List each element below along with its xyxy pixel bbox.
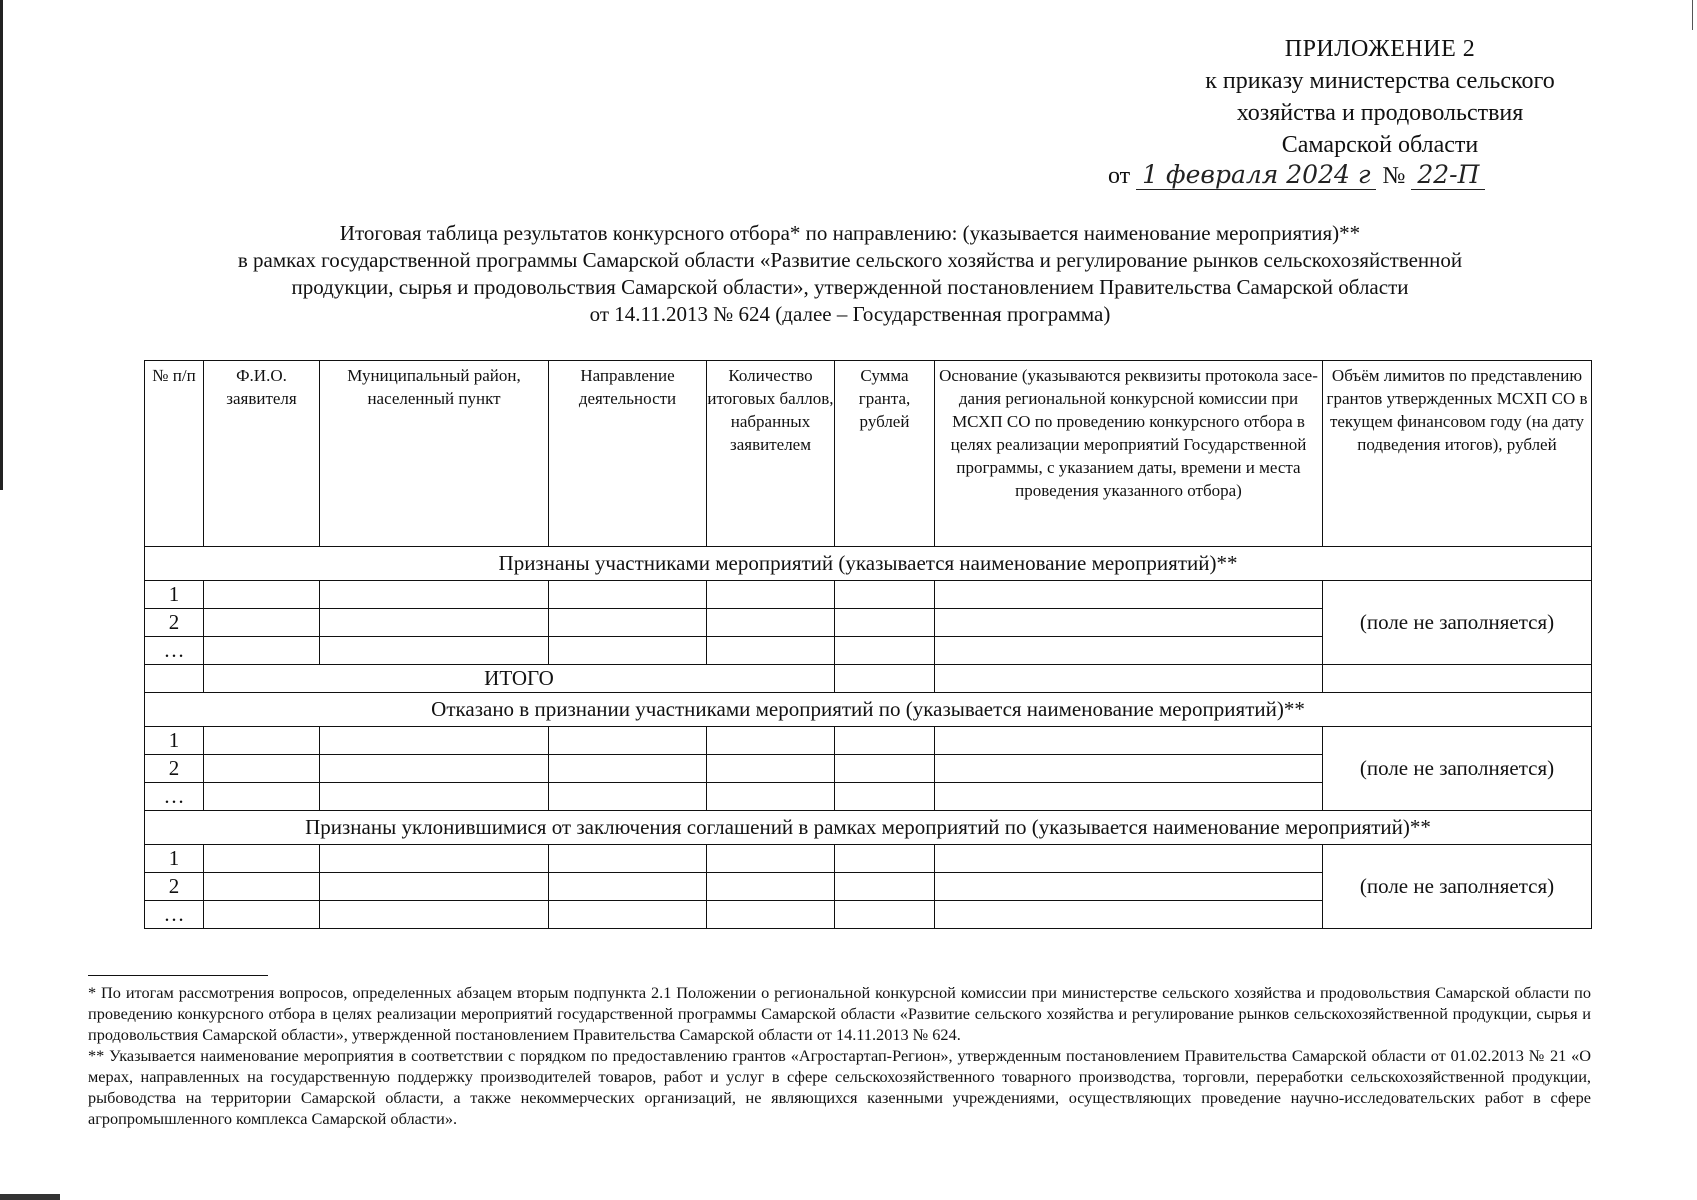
table-cell	[549, 755, 707, 783]
table-cell	[549, 901, 707, 929]
total-label: ИТОГО	[204, 665, 835, 693]
section-2-row	[145, 693, 1592, 727]
col-header-applicant: Ф.И.О. заявителя	[204, 361, 320, 547]
table-row	[145, 845, 1592, 873]
section-1-row	[145, 547, 1592, 581]
footnote-1: * По итогам рассмотрения вопросов, определенных абзацем вторым подпункта 2.1 Положении о региональной конкурсной комиссии при министерстве сельского хозяйства и продовольствия Самарской области по проведению конкурсного отбора в целях реализации мероприятий государственной программы Самарской области «Развитие сельского хозяйства и регулирование рынков сельскохозяйственной продукции, сырья и продовольствия Самарской области», утвержденной постановлением Правительства Самарской области от 14.11.2013 № 624.	[88, 983, 1591, 1044]
total-row	[145, 665, 1592, 693]
table-cell	[1323, 665, 1592, 693]
appendix-line-2: хозяйства и продовольствия	[1236, 100, 1524, 126]
table-cell	[835, 845, 935, 873]
appendix-line-3: Самарской области	[1281, 132, 1479, 158]
table-cell	[707, 755, 835, 783]
section-3-title: Признаны уклонившимися от заключения соглашений в рамках мероприятий по (указывается наименование мероприятий)**	[145, 811, 1592, 845]
table-row	[145, 581, 1592, 609]
appendix-header	[1100, 33, 1660, 161]
document-heading	[100, 220, 1600, 328]
row-number: 2	[145, 755, 204, 783]
table-cell	[707, 873, 835, 901]
table-cell	[707, 581, 835, 609]
heading-line-3: продукции, сырья и продовольствия Самарской области», утвержденной постановлением Правительства Самарской области	[291, 275, 1409, 299]
table-cell	[935, 727, 1323, 755]
table-cell	[835, 609, 935, 637]
table-cell	[549, 637, 707, 665]
table-cell	[204, 873, 320, 901]
order-date-handwritten: 1 февраля 2024 г	[1136, 161, 1376, 190]
table-cell	[320, 755, 549, 783]
table-cell	[204, 901, 320, 929]
table-cell	[935, 755, 1323, 783]
table-cell	[320, 845, 549, 873]
table-cell	[204, 783, 320, 811]
table-cell	[204, 727, 320, 755]
order-number-handwritten: 22-П	[1411, 161, 1485, 190]
order-prefix: от	[1108, 163, 1131, 189]
table-cell	[549, 609, 707, 637]
table-cell	[835, 581, 935, 609]
total-sum-cell	[835, 665, 935, 693]
footnote-2: ** Указывается наименование мероприятия в соответствии с порядком по предоставлению грантов «Агростартап-Регион», утвержденным постановлением Правительства Самарской области от 01.02.2013 № 21 «О мерах, направленных на государственную поддержку производителей товаров, работ и услуг в сфере сельскохозяйственного товарного производства, торговли, переработки сельскохозяйственной продукции, рыбоводства на территории Самарской области, а также некоммерческих организаций, не являющихся казенными учреждениями, осуществляющих проведение научно-исследовательских работ в сфере агропромышленного комплекса Самарской области».	[88, 1046, 1591, 1128]
table-cell	[549, 873, 707, 901]
table-cell	[549, 845, 707, 873]
table-cell	[320, 873, 549, 901]
col-header-score: Количество итоговых баллов, набранных заявителем	[707, 361, 835, 547]
heading-line-4: от 14.11.2013 № 624 (далее – Государственная программа)	[589, 302, 1111, 326]
table-cell	[835, 727, 935, 755]
table-cell	[320, 637, 549, 665]
table-cell	[935, 665, 1323, 693]
table-cell	[935, 873, 1323, 901]
table-cell	[549, 727, 707, 755]
order-reference	[1108, 158, 1485, 194]
table-cell	[320, 783, 549, 811]
row-number: 1	[145, 581, 204, 609]
table-cell	[707, 783, 835, 811]
heading-line-1: Итоговая таблица результатов конкурсного отбора* по направлению: (указывается наименование мероприятия)**	[339, 221, 1361, 245]
table-cell	[204, 609, 320, 637]
scan-bottom-mark	[0, 1194, 60, 1200]
table-cell	[935, 609, 1323, 637]
section-1-title: Признаны участниками мероприятий (указывается наименование мероприятий)**	[145, 547, 1592, 581]
scan-edge-mark	[0, 0, 3, 490]
table-cell	[707, 609, 835, 637]
table-cell	[204, 845, 320, 873]
table-cell	[835, 783, 935, 811]
table-cell	[707, 845, 835, 873]
table-row	[145, 727, 1592, 755]
footnote-separator	[88, 975, 268, 976]
table-cell	[935, 581, 1323, 609]
table-cell	[935, 783, 1323, 811]
scan-edge-mark-right	[1692, 0, 1693, 30]
table-cell	[935, 845, 1323, 873]
col-header-number: № п/п	[145, 361, 204, 547]
row-number: 1	[145, 845, 204, 873]
table-cell	[835, 901, 935, 929]
section-1-note: (поле не заполняется)	[1323, 581, 1592, 665]
section-3-note: (поле не заполняется)	[1323, 845, 1592, 929]
col-header-limits: Объём лимитов по представлению грантов утвержденных МСХП СО в текущем финансовом году (на дату подведения итогов), рублей	[1323, 361, 1592, 547]
table-cell	[549, 581, 707, 609]
section-2-note: (поле не заполняется)	[1323, 727, 1592, 811]
table-cell	[204, 755, 320, 783]
col-header-district: Муниципальный район, населенный пункт	[320, 361, 549, 547]
table-cell	[204, 581, 320, 609]
table-cell	[935, 901, 1323, 929]
table-header-row	[145, 361, 1592, 547]
heading-line-2: в рамках государственной программы Самарской области «Развитие сельского хозяйства и регулирование рынков сельскохозяйственной	[237, 248, 1463, 272]
row-number: 2	[145, 609, 204, 637]
table-cell	[320, 901, 549, 929]
col-header-basis: Основание (указываются реквизиты протокола засе-дания региональной конкурсной комиссии при МСХП СО по проведению конкурсного отбора в целях реализации мероприятий Государственной программы, с указанием даты, времени и места проведения указанного отбора)	[935, 361, 1323, 547]
table-cell	[835, 637, 935, 665]
section-3-row	[145, 811, 1592, 845]
table-cell	[320, 581, 549, 609]
table-cell	[707, 901, 835, 929]
table-cell	[204, 637, 320, 665]
table-cell	[320, 727, 549, 755]
row-number: …	[145, 901, 204, 929]
table-cell	[320, 609, 549, 637]
table-cell	[835, 755, 935, 783]
order-number-label: №	[1382, 163, 1406, 189]
table-cell	[835, 873, 935, 901]
row-number: …	[145, 637, 204, 665]
table-cell	[935, 637, 1323, 665]
col-header-grant-sum: Сумма гранта, рублей	[835, 361, 935, 547]
row-number: 1	[145, 727, 204, 755]
col-header-activity: Направление деятельности	[549, 361, 707, 547]
section-2-title: Отказано в признании участниками мероприятий по (указывается наименование мероприятий)**	[145, 693, 1592, 727]
appendix-title: ПРИЛОЖЕНИЕ 2	[1284, 36, 1476, 62]
results-table	[144, 360, 1592, 929]
row-number: 2	[145, 873, 204, 901]
row-number: …	[145, 783, 204, 811]
appendix-line-1: к приказу министерства сельского	[1205, 68, 1555, 94]
table-cell	[707, 637, 835, 665]
table-cell	[549, 783, 707, 811]
table-cell	[707, 727, 835, 755]
table-cell	[145, 665, 204, 693]
footnotes	[88, 982, 1591, 1129]
